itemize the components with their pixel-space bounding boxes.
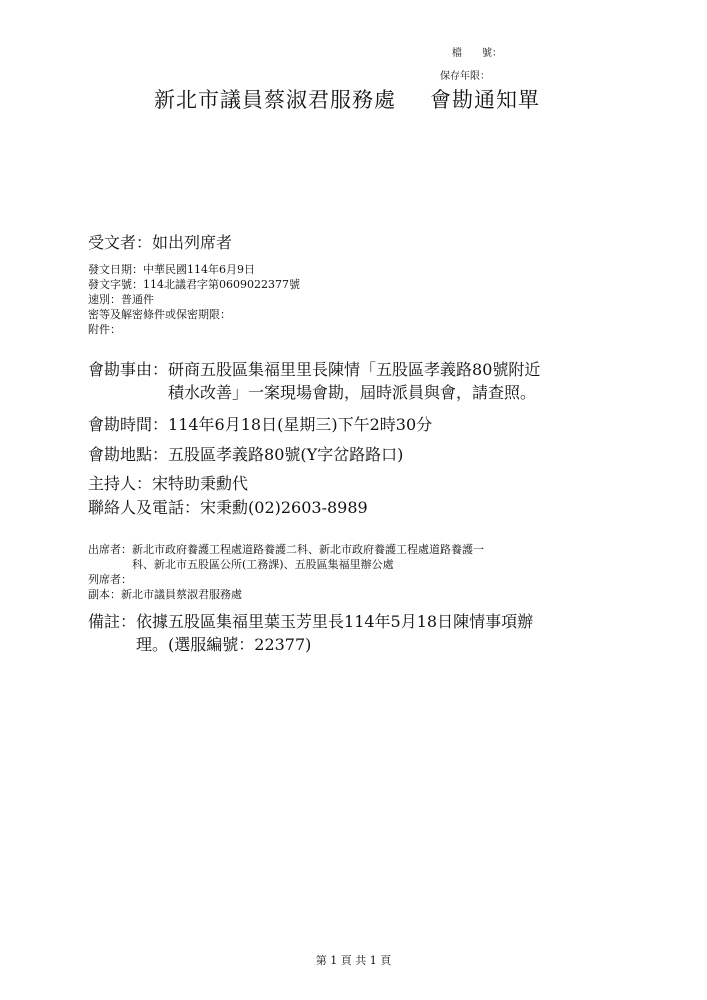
retention-period-label: 保存年限： [440, 71, 490, 82]
page-number: 第 1 頁 共 1 頁 [315, 954, 392, 967]
issue-ref-value: 114北議君字第0609022377號 [143, 278, 300, 291]
inspection-time [88, 412, 432, 435]
copy-value: 新北市議員蔡淑君服務處 [121, 588, 242, 601]
issue-date-label: 發文日期： [88, 263, 143, 276]
host-label: 主持人： [88, 474, 153, 493]
subject-label: 會勘事由： [88, 360, 169, 379]
host [88, 471, 248, 494]
time-value: 114年6月18日(星期三)下午2時30分 [168, 415, 433, 434]
remarks-line-2: 理。(選服編號：22377) [136, 635, 312, 654]
issue-info [88, 262, 300, 337]
remarks [88, 610, 533, 656]
issue-ref-label: 發文字號： [88, 278, 143, 291]
present-label: 出席者： [88, 543, 132, 556]
recipient-line [88, 230, 232, 253]
recipient-value: 如出列席者 [152, 233, 233, 252]
issue-date-value: 中華民國114年6月9日 [143, 263, 255, 276]
subject-line-1: 研商五股區集福里里長陳情「五股區孝義路80號附近 [168, 360, 541, 379]
remarks-label: 備註： [88, 612, 137, 631]
present-line-2: 科、新北市五股區公所(工務課)、五股區集福里辦公處 [132, 558, 394, 571]
notice-title: 會勘通知單 [430, 88, 540, 112]
remarks-line-1: 依據五股區集福里葉玉芳里長114年5月18日陳情事項辦 [136, 612, 534, 631]
file-number-label: 檔 號： [452, 48, 502, 59]
present-line-1: 新北市政府養護工程處道路養護二科、新北市政府養護工程處道路養護一 [132, 543, 484, 556]
speed [88, 292, 300, 307]
attendees [88, 542, 484, 602]
office-title: 新北市議員蔡淑君服務處 [154, 88, 396, 112]
place-label: 會勘地點： [88, 445, 169, 464]
inspection-place [88, 442, 403, 465]
subject-line-2: 積水改善」一案現場會勘，屆時派員與會，請查照。 [168, 383, 537, 402]
time-label: 會勘時間： [88, 415, 169, 434]
observer-label: 列席者： [88, 573, 132, 586]
attachments: 附件： [88, 323, 121, 336]
contact-value: 宋秉勳(02)2603-8989 [200, 498, 368, 517]
recipient-label: 受文者： [88, 233, 153, 252]
contact-label: 聯絡人及電話： [88, 498, 201, 517]
speed-value: 普通件 [121, 293, 154, 306]
copy-label: 副本： [88, 588, 121, 601]
contact [88, 495, 368, 518]
inspection-subject [88, 358, 540, 404]
issue-ref [88, 277, 300, 292]
place-value: 五股區孝義路80號(Y字岔路路口) [168, 445, 404, 464]
document-title [154, 84, 540, 114]
speed-label: 速別： [88, 293, 121, 306]
host-value: 宋特助秉勳代 [152, 474, 249, 493]
secrecy: 密等及解密條件或保密期限： [88, 308, 231, 321]
copy-line [88, 587, 484, 602]
issue-date [88, 262, 300, 277]
